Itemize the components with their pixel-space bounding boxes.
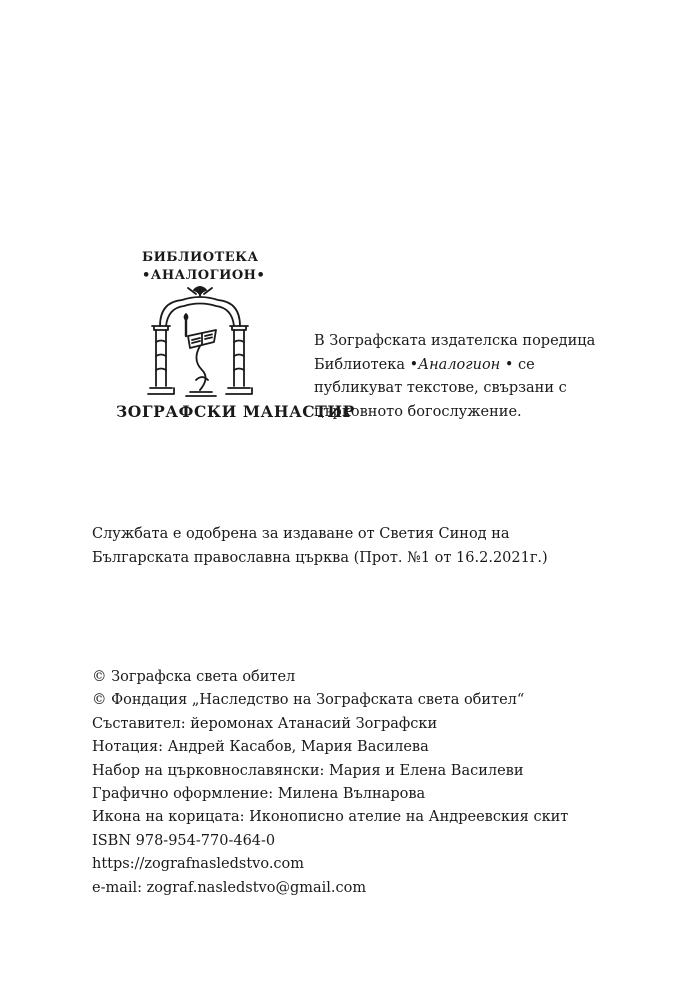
series-suffix: • се bbox=[500, 356, 535, 373]
credit-email: e-mail: zograf.nasledstvo@gmail.com bbox=[92, 879, 367, 896]
approval-line: Службата е одобрена за издаване от Светия Синод на bbox=[92, 526, 510, 542]
series-description-line: църковното богослужение. bbox=[314, 403, 522, 420]
series-description-line: В Зографската издателска поредица bbox=[314, 333, 596, 349]
lectern-arch-emblem-icon bbox=[138, 284, 262, 402]
logo-library-title: БИБЛИОТЕКА bbox=[142, 250, 259, 265]
credit-cover-icon: Икона на корицата: Иконописно ателие на Андреевския скит bbox=[92, 809, 569, 826]
credit-copyright-foundation: © Фондация „Наследство на Зографската света обител“ bbox=[92, 692, 525, 709]
series-description-line: публикуват текстове, свързани с bbox=[314, 380, 567, 396]
logo-series-title: •АНАЛОГИОН• bbox=[142, 268, 266, 283]
series-prefix: Библиотека • bbox=[314, 356, 419, 373]
series-description-line bbox=[314, 354, 614, 378]
credit-graphic-design: Графично оформление: Милена Вълнарова bbox=[92, 786, 426, 803]
analogion-library-logo bbox=[116, 248, 355, 428]
logo-monastery-name: ЗОГРАФСКИ МАНАСТИР bbox=[116, 402, 355, 421]
credit-isbn: ISBN 978-954-770-464-0 bbox=[92, 832, 276, 849]
series-name-italic: Аналогион bbox=[418, 356, 501, 373]
copyright-credits bbox=[92, 666, 632, 900]
synod-approval-note bbox=[92, 522, 632, 570]
credit-typesetting: Набор на църковнославянски: Мария и Елена Василеви bbox=[92, 762, 524, 779]
credit-website: https://zografnasledstvo.com bbox=[92, 856, 305, 873]
credit-copyright-monastery: © Зографска света обител bbox=[92, 669, 296, 685]
credit-compiler: Съставител: йеромонах Атанасий Зографски bbox=[92, 715, 438, 732]
approval-line: Българската православна църква (Прот. №1 от 16.2.2021г.) bbox=[92, 550, 548, 566]
credit-notation: Нотация: Андрей Касабов, Мария Василева bbox=[92, 739, 429, 756]
series-description bbox=[314, 330, 614, 424]
